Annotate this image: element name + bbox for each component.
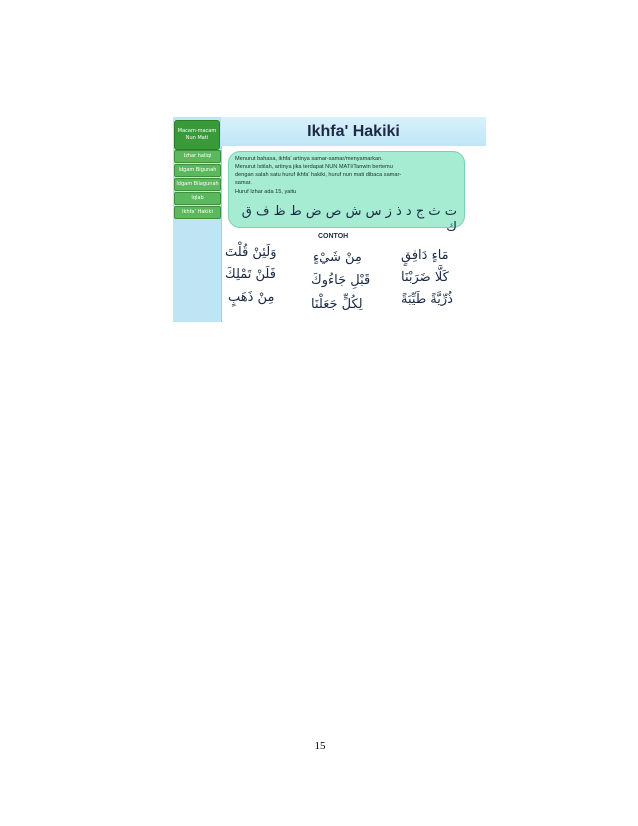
info-line: Menurut Istilah, artinya jika terdapat NUN MATI/Tanwin bertemu — [235, 164, 393, 170]
info-line: Menurut bahasa, ikhfa' artinya samar-samar/menyamarkan. — [235, 156, 383, 162]
sidebar-item-izhar[interactable]: Izhar haliqi — [174, 150, 221, 163]
example-text: لِكُلٍّ جَعَلْنَا — [311, 297, 363, 312]
sidebar-item-idgam-bilagunah[interactable]: Idgam Bilagunah — [174, 178, 221, 191]
example-text: فَلَنْ تَمْلِكَ — [225, 267, 276, 282]
example-text: وَلَئِنْ قُلْتَ — [225, 245, 277, 260]
info-box — [228, 151, 465, 235]
contoh-label: CONTOH — [318, 233, 349, 240]
example-text: مَاءٍ دَافِقٍ — [401, 248, 449, 263]
sidebar-header[interactable]: Macam-macam Nun Mati — [174, 120, 220, 150]
example-text: ذُرِّيَّةً طَيِّبَةً — [401, 292, 453, 307]
example-text: مِنْ شَيْءٍ — [313, 250, 362, 265]
info-line: dengan salah satu huruf ikhfa' hakiki, huruf nun mati dibaca samar- — [235, 172, 402, 178]
ikhfa-letters: ت ث ج د ذ ز س ش ص ض ط ظ ف ق ك — [241, 204, 457, 235]
sidebar-item-idgam-bigunah[interactable]: Idgam Bigunah — [174, 164, 221, 177]
info-line: samar. — [235, 180, 252, 186]
sidebar-item-iqlab[interactable]: Iqlab — [174, 192, 221, 205]
page-number: 15 — [314, 740, 326, 752]
slide-title: Ikhfa' Hakiki — [307, 123, 400, 140]
example-text: مِنْ ذَهَبٍ — [228, 290, 275, 305]
sidebar-item-ikhfa[interactable]: Ikhfa' Hakiki — [174, 206, 221, 219]
example-text: قَبْلِ جَاءُوكَ — [311, 273, 371, 288]
info-line: Huruf Izhar ada 15, yaitu — [235, 189, 297, 195]
sidebar — [173, 117, 222, 322]
example-text: كَلَّا ضَرَبْنَا — [401, 270, 449, 285]
slide-image — [173, 117, 486, 322]
